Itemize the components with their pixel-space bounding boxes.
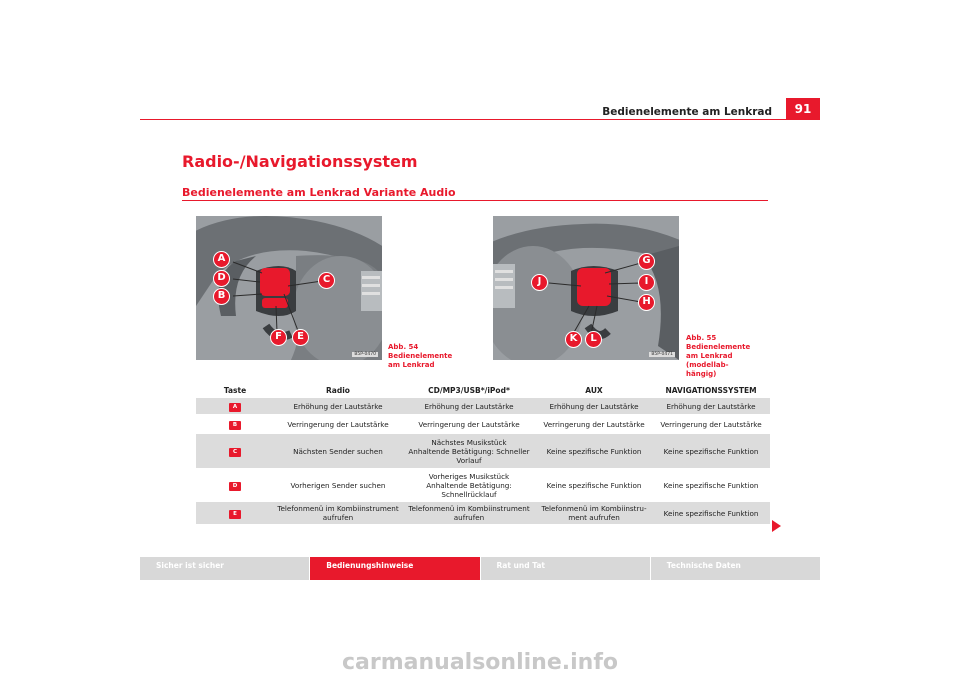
table-cell: [402, 502, 536, 524]
key-cell: [196, 468, 274, 502]
page-header-title: Bedienelemente am Lenkrad: [602, 106, 772, 118]
column-header: Taste: [223, 385, 247, 395]
column-header: AUX: [585, 385, 603, 395]
callout-J: J: [531, 274, 548, 291]
table-cell: Nächsten Sender suchen: [274, 434, 402, 468]
figure-code: B5P-0471: [651, 352, 673, 357]
section-title: Radio-/Navigationssystem: [182, 152, 418, 171]
cell-line: aufrufen: [453, 513, 485, 522]
callout-G: G: [638, 253, 655, 270]
callout-A: A: [213, 251, 230, 268]
header-divider: [140, 119, 820, 120]
caption-line: Abb. 55 Bedienelemente: [686, 334, 751, 351]
table-cell: [536, 502, 652, 524]
table-row: [196, 502, 770, 524]
table-cell: Verringerung der Lautstärke: [274, 414, 402, 434]
callout-L: L: [585, 331, 602, 348]
key-badge: E: [229, 510, 241, 519]
key-cell: [196, 434, 274, 468]
table-cell: Erhöhung der Lautstärke: [402, 398, 536, 414]
callout-F: F: [270, 329, 287, 346]
table-cell: Verringerung der Lautstärke: [536, 414, 652, 434]
subsection-divider: [182, 200, 768, 201]
table-cell: Keine spezifische Funktion: [652, 502, 770, 524]
table-row: [196, 398, 770, 414]
table-header-row: [196, 382, 770, 398]
footer-nav: [140, 557, 820, 580]
caption-line: am Lenkrad (modellab-: [686, 352, 733, 369]
cell-line: Nächstes Musikstück: [431, 437, 507, 447]
key-cell: [196, 414, 274, 434]
table-cell: Erhöhung der Lautstärke: [536, 398, 652, 414]
column-header: NAVIGATIONSSYSTEM: [665, 385, 757, 395]
cell-line: aufrufen: [322, 513, 354, 522]
cell-line: Schnellrücklauf: [441, 489, 497, 499]
cell-line: Vorlauf: [456, 455, 482, 465]
table-cell: Keine spezifische Funktion: [652, 434, 770, 468]
next-page-arrow-icon[interactable]: [772, 520, 781, 532]
table-cell: Verringerung der Lautstärke: [652, 414, 770, 434]
callout-H: H: [638, 294, 655, 311]
table-cell: [402, 468, 536, 502]
cell-line: ment aufrufen: [568, 513, 620, 522]
table-cell: Keine spezifische Funktion: [652, 468, 770, 502]
figure-code: B5P-0470: [354, 352, 376, 357]
table-cell: Erhöhung der Lautstärke: [274, 398, 402, 414]
footer-tab-bedienungshinweise[interactable]: Bedienungshinweise: [310, 557, 479, 580]
table-row: [196, 414, 770, 434]
caption-line: am Lenkrad: [388, 361, 435, 369]
table-cell: [274, 502, 402, 524]
steering-wheel-figure-55: [493, 216, 679, 360]
table-cell: Keine spezifische Funktion: [536, 434, 652, 468]
key-cell: [196, 502, 274, 524]
column-header: Radio: [326, 385, 350, 395]
key-badge: A: [229, 403, 241, 412]
key-badge: B: [229, 421, 241, 430]
table-row: [196, 434, 770, 468]
column-header: CD/MP3/USB*/iPod*: [428, 385, 510, 395]
cell-line: Vorheriges Musikstück: [428, 471, 510, 481]
figure-54-caption: [388, 343, 478, 370]
callout-K: K: [565, 331, 582, 348]
figure-55-caption: [686, 334, 776, 379]
caption-line: hängig): [686, 370, 717, 378]
cell-line: Telefonmenü im Kombiinstrument: [408, 504, 530, 513]
subsection-title: Bedienelemente am Lenkrad Variante Audio: [182, 186, 456, 199]
callout-E: E: [292, 329, 309, 346]
cell-line: Anhaltende Betätigung:: [426, 480, 512, 490]
callout-I: I: [638, 274, 655, 291]
cell-line: Telefonmenü im Kombiinstrument: [277, 504, 399, 513]
table-cell: Keine spezifische Funktion: [536, 468, 652, 502]
key-badge: D: [229, 482, 241, 491]
table-row: [196, 468, 770, 502]
callout-B: B: [213, 288, 230, 305]
table-cell: Verringerung der Lautstärke: [402, 414, 536, 434]
page-number: 91: [786, 98, 820, 120]
table-cell: Vorherigen Sender suchen: [274, 468, 402, 502]
callout-C: C: [318, 272, 335, 289]
caption-line: Abb. 54 Bedienelemente: [388, 343, 453, 360]
watermark: carmanualsonline.info: [342, 650, 618, 675]
key-cell: [196, 398, 274, 414]
cell-line: Telefonmenü im Kombiinstru-: [541, 504, 647, 513]
cell-line: Anhaltende Betätigung: Schneller: [408, 446, 530, 456]
table-cell: [402, 434, 536, 468]
key-badge: C: [229, 448, 241, 457]
footer-tab-technische-daten[interactable]: Technische Daten: [651, 557, 820, 580]
table-cell: Erhöhung der Lautstärke: [652, 398, 770, 414]
footer-tab-rat-und-tat[interactable]: Rat und Tat: [481, 557, 650, 580]
callout-D: D: [213, 270, 230, 287]
button-function-table: [196, 382, 770, 524]
steering-wheel-figure-54: [196, 216, 382, 360]
footer-tab-sicher-ist-sicher[interactable]: Sicher ist sicher: [140, 557, 309, 580]
